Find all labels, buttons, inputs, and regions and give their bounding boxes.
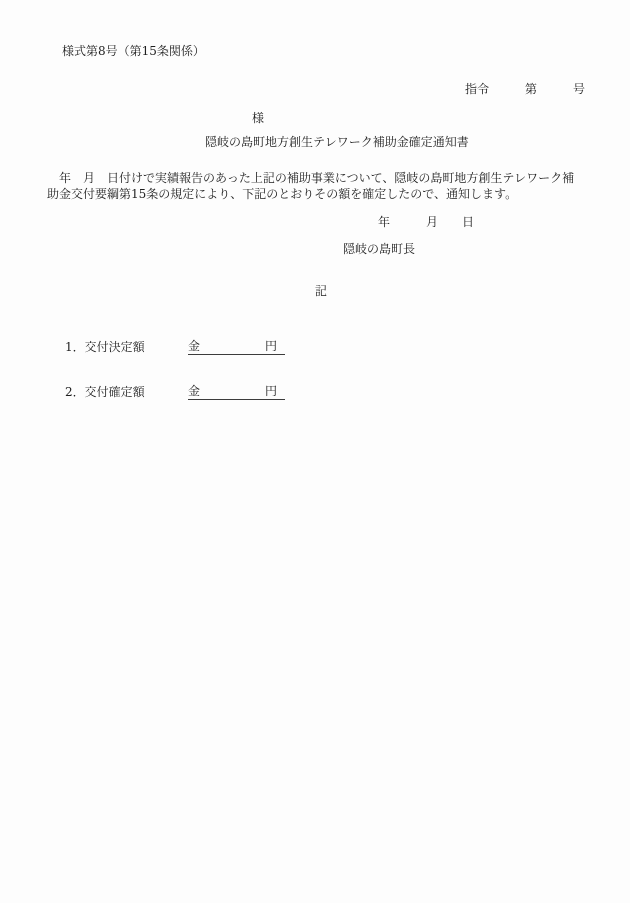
- form-number: 様式第8号（第15条関係）: [62, 44, 205, 58]
- record-marker: 記: [315, 284, 328, 298]
- amount-blank-confirmed[interactable]: [200, 384, 265, 399]
- item-label-decided-amount: 1．交付決定額: [65, 340, 145, 354]
- directive-number-line: 指令 第 号: [465, 82, 586, 96]
- item-label-confirmed-amount: 2．交付確定額: [65, 385, 145, 399]
- currency-prefix: 金: [188, 384, 201, 398]
- currency-prefix: 金: [188, 339, 201, 353]
- amount-field-decided[interactable]: [188, 339, 285, 355]
- document-title: 隠岐の島町地方創生テレワーク補助金確定通知書: [205, 135, 469, 149]
- body-line-1: 年 月 日付けで実績報告のあった上記の補助事業について、隠岐の島町地方創生テレワーク補: [47, 171, 575, 185]
- currency-suffix: 円: [264, 339, 277, 353]
- amount-field-confirmed[interactable]: [188, 384, 285, 400]
- recipient-honorific: 様: [252, 111, 265, 125]
- amount-blank-decided[interactable]: [200, 339, 265, 354]
- item-row-confirmed-amount: [65, 384, 285, 400]
- currency-suffix: 円: [264, 384, 277, 398]
- issue-date-line: 年 月 日: [378, 215, 475, 229]
- body-paragraph: [47, 170, 587, 202]
- item-row-decided-amount: [65, 339, 285, 355]
- issuer-name: 隠岐の島町長: [343, 242, 416, 256]
- body-line-2: 助金交付要綱第15条の規定により、下記のとおりその額を確定したので、通知します。: [47, 187, 518, 201]
